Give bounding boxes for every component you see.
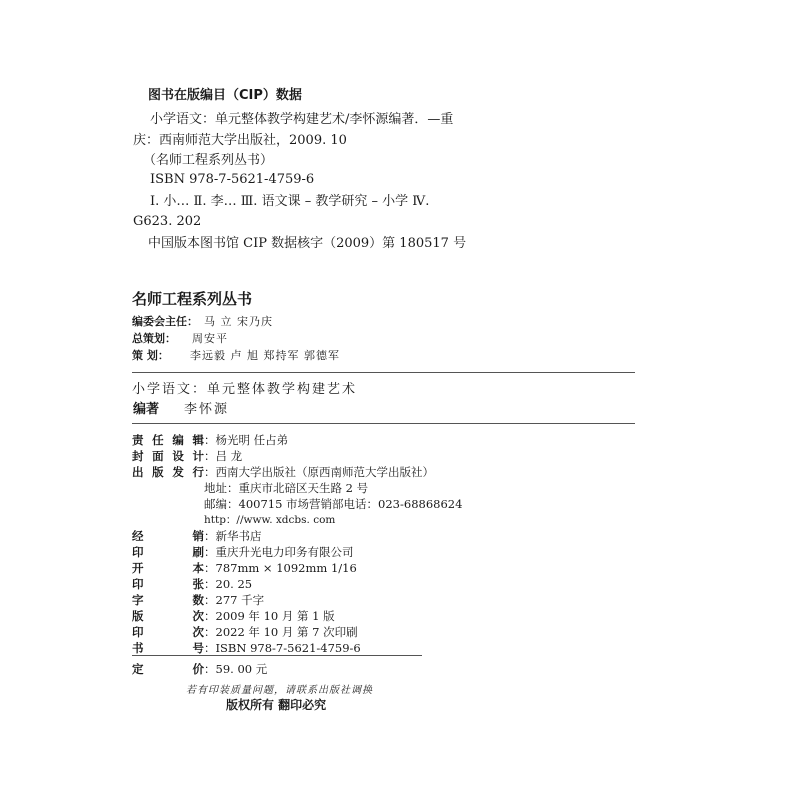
pub-publisher-value: ：西南大学出版社（原西南师范大学出版社） [204, 465, 434, 479]
cip-line-1: 小学语文：单元整体教学构建艺术/李怀源编著．—重 [150, 112, 454, 127]
author-value: 李怀源 [184, 402, 230, 417]
divider-1 [132, 372, 635, 373]
pub-printer-value: ：重庆升光电力印务有限公司 [204, 545, 354, 559]
book-title: 小学语文：单元整体教学构建艺术 [132, 382, 358, 397]
pub-postcode: 邮编：400715 市场营销部电话：023-68868624 [204, 497, 463, 511]
cip-line-2: 庆：西南师范大学出版社，2009. 10 [133, 133, 347, 148]
pub-editor-label: 责 任 编 辑 [132, 433, 204, 447]
cip-line-7: 中国版本图书馆 CIP 数据核字（2009）第 180517 号 [148, 236, 467, 251]
cip-line-4: ISBN 978-7-5621-4759-6 [150, 172, 315, 187]
divider-2 [132, 423, 635, 424]
pub-isbn-value: ：ISBN 978-7-5621-4759-6 [204, 641, 361, 655]
series-planner-value: 周安平 [192, 332, 228, 345]
pub-editor-value: ：杨光明 任占弟 [204, 433, 289, 447]
divider-3 [132, 655, 422, 656]
pub-edition-value: ：2009 年 10 月 第 1 版 [204, 609, 335, 623]
pub-price-value: ：59. 00 元 [204, 662, 268, 676]
series-chief-label: 编委会主任： [132, 315, 198, 328]
pub-edition-label: 版 次 [132, 609, 204, 623]
pub-distributor-value: ：新华书店 [204, 529, 262, 543]
cip-heading: 图书在版编目（CIP）数据 [148, 88, 302, 103]
cip-line-6: G623. 202 [133, 214, 202, 229]
pub-address: 地址：重庆市北碚区天生路 2 号 [204, 481, 369, 495]
cip-line-3: （名师工程系列丛书） [143, 153, 274, 168]
series-title: 名师工程系列丛书 [132, 290, 253, 308]
series-planner-label: 总策划： [132, 332, 176, 345]
pub-website: http：//www. xdcbs. com [204, 514, 336, 526]
series-planning-label: 策 划： [132, 349, 169, 362]
pub-printer-label: 印 刷 [132, 545, 204, 559]
pub-sheets-value: ：20. 25 [204, 577, 253, 591]
cip-line-5: Ⅰ. 小… Ⅱ. 李… Ⅲ. 语文课 – 教学研究 – 小学 Ⅳ. [150, 194, 430, 209]
pub-cover-value: ：吕 龙 [204, 449, 243, 463]
author-label: 编著 [133, 402, 160, 417]
pub-impression-label: 印 次 [132, 625, 204, 639]
pub-isbn-label: 书 号 [132, 641, 204, 655]
pub-words-value: ：277 千字 [204, 593, 265, 607]
pub-sheets-label: 印 张 [132, 577, 204, 591]
pub-impression-value: ：2022 年 10 月 第 7 次印刷 [204, 625, 358, 639]
pub-format-label: 开 本 [132, 561, 204, 575]
quality-notice: 若有印装质量问题，请联系出版社调换 [186, 685, 373, 696]
pub-distributor-label: 经 销 [132, 529, 204, 543]
pub-publisher-label: 出 版 发 行 [132, 465, 204, 479]
pub-format-value: ：787mm × 1092mm 1/16 [204, 561, 357, 575]
pub-words-label: 字 数 [132, 593, 204, 607]
pub-cover-label: 封 面 设 计 [132, 449, 204, 463]
series-planning-value: 李远毅 卢 旭 郑持军 郭德军 [190, 349, 340, 362]
rights-notice: 版权所有 翻印必究 [226, 698, 327, 712]
pub-price-label: 定 价 [132, 662, 204, 676]
series-chief-value: 马 立 宋乃庆 [204, 315, 273, 328]
